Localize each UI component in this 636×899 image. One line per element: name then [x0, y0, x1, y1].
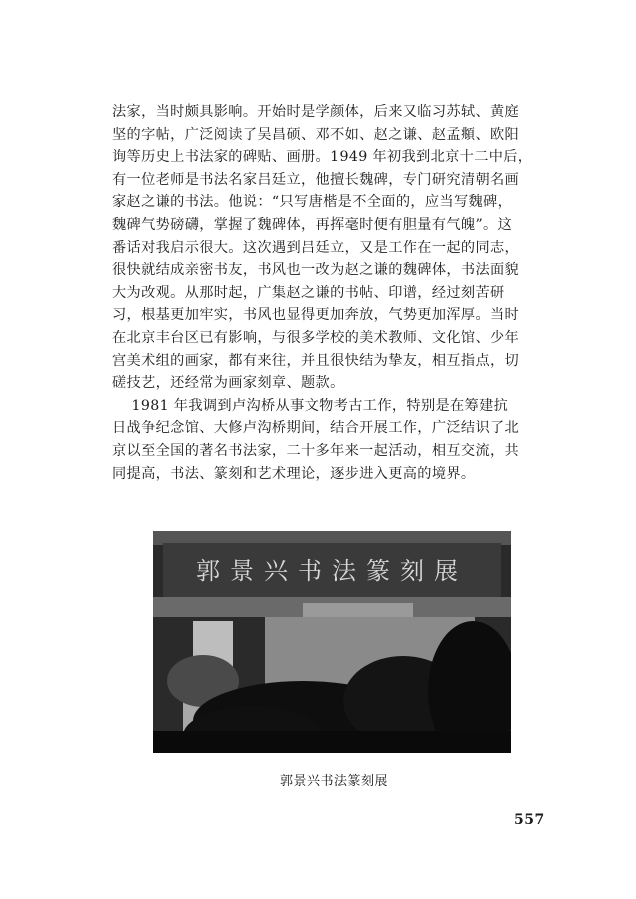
text-line: 大为改观。从那时起，广集赵之谦的书帖、印谱，经过刻苦研: [112, 284, 505, 301]
text-line: 番话对我启示很大。这次遇到吕廷立，又是工作在一起的同志，: [112, 239, 520, 256]
exhibition-photo: [153, 531, 511, 753]
photo-banner: 郭景兴书法篆刻展: [196, 557, 468, 585]
text-line: 很快就结成亲密书友，书风也一改为赵之谦的魏碑体，书法面貌: [112, 262, 520, 279]
text-line: 1981 年我调到卢沟桥从事文物考古工作，特别是在筹建抗: [112, 397, 509, 414]
photo-caption: 郭景兴书法篆刻展: [279, 774, 388, 789]
text-line: 坚的字帖，广泛阅读了吴昌硕、邓不如、赵之谦、赵孟頫、欧阳: [112, 126, 520, 143]
text-line: 询等历史上书法家的碑贴、画册。1949 年初我到北京十二中后，: [112, 149, 533, 166]
text-line: 日战争纪念馆、大修卢沟桥期间，结合开展工作，广泛结识了北: [112, 420, 520, 437]
exhibition-photo-drawing: [153, 531, 511, 753]
text-line: 家赵之谦的书法。他说：“只写唐楷是不全面的，应当写魏碑，: [112, 194, 513, 211]
text-line: 有一位老师是书法名家吕廷立，他擅长魏碑，专门研究清朝名画: [112, 171, 520, 188]
text-line: 魏碑气势磅礴，掌握了魏碑体，再挥毫时便有胆量有气魄”。这: [112, 216, 513, 233]
text-line: 磋技艺，还经常为画家刻章、题款。: [112, 375, 345, 392]
page-number: 557: [514, 812, 545, 828]
text-line: 宫美术组的画家，都有来往，并且很快结为挚友，相互指点，切: [112, 352, 520, 369]
text-line: 法家，当时颇具影响。开始时是学颜体，后来又临习苏轼、黄庭: [112, 104, 520, 120]
text-line: 习，根基更加牢实，书风也显得更加奔放，气势更加浑厚。当时: [112, 307, 520, 324]
text-line: 同提高，书法、篆刻和艺术理论，逐步进入更高的境界。: [112, 465, 476, 482]
text-line: 京以至全国的著名书法家，二十多年来一起活动，相互交流，共: [112, 442, 520, 459]
body-text: [112, 101, 572, 485]
text-line: 在北京丰台区已有影响，与很多学校的美术教师、文化馆、少年: [112, 329, 520, 346]
